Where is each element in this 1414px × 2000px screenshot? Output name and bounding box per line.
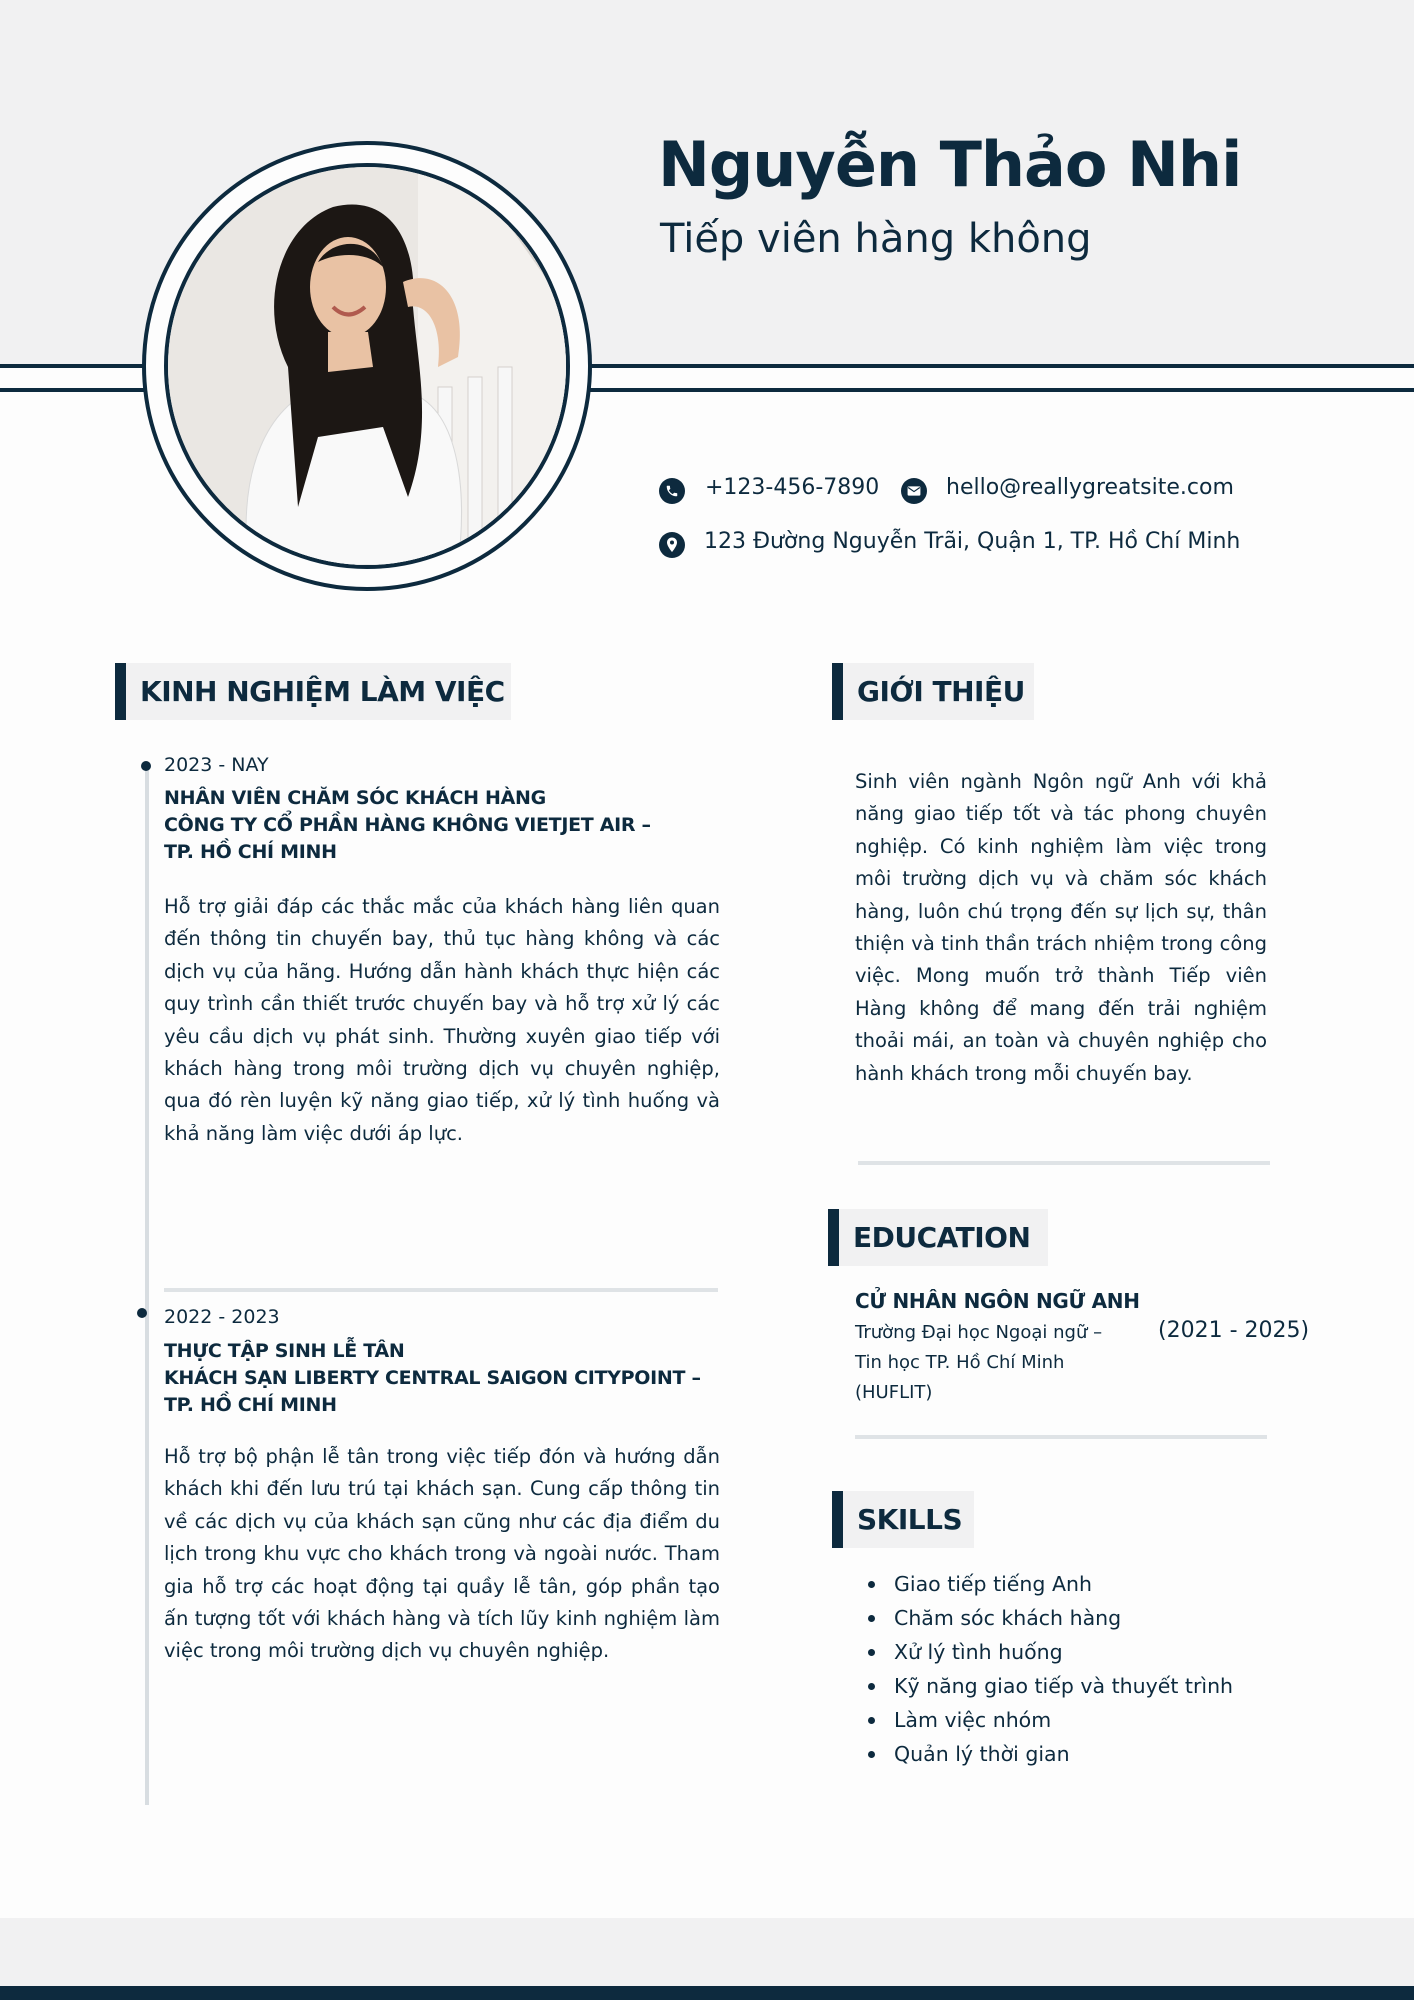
job-title-line: CÔNG TY CỔ PHẦN HÀNG KHÔNG VIETJET AIR –: [164, 814, 651, 836]
school-name: [855, 1318, 1135, 1408]
timeline-line: [145, 765, 149, 1805]
school-line: (HUFLIT): [855, 1382, 933, 1403]
profile-photo: [164, 163, 570, 569]
school-line: Tin học TP. Hồ Chí Minh: [855, 1352, 1065, 1373]
job-title: [164, 1338, 701, 1419]
job-title-line: THỰC TẬP SINH LỄ TÂN: [164, 1340, 405, 1362]
about-heading: [832, 663, 1034, 720]
job-title: [164, 785, 651, 866]
email-address[interactable]: hello@reallygreatsite.com: [946, 475, 1234, 500]
education-heading-text: EDUCATION: [853, 1221, 1031, 1254]
skills-heading: [832, 1491, 974, 1548]
phone-number[interactable]: +123-456-7890: [705, 475, 880, 500]
job-period: 2023 - NAY: [164, 754, 269, 776]
education-years: (2021 - 2025): [1158, 1318, 1310, 1343]
footer-band: [0, 1918, 1414, 1986]
timeline-dot: [137, 1308, 147, 1318]
job-description: Hỗ trợ bộ phận lễ tân trong việc tiếp đón và hướng dẫn khách khi đến lưu trú tại khách sạn. Cung cấp thông tin về các dịch vụ của khách sạn cũng như các địa điểm du lịch trong khu vực cho khách trong và ngoài nước. Tham gia hỗ trợ các hoạt động tại quầy lễ tân, góp phần tạo ấn tượng tốt với khách hàng và tích lũy kinh nghiệm làm việc trong môi trường dịch vụ chuyên nghiệp.: [164, 1445, 720, 1663]
skill-item: Kỹ năng giao tiếp và thuyết trình: [866, 1669, 1233, 1703]
experience-heading: [115, 663, 511, 720]
skill-item: Chăm sóc khách hàng: [866, 1601, 1233, 1635]
skill-item: Giao tiếp tiếng Anh: [866, 1567, 1233, 1601]
phone-icon: [659, 478, 685, 504]
job-title-line: TP. HỒ CHÍ MINH: [164, 841, 337, 863]
job-title-line: NHÂN VIÊN CHĂM SÓC KHÁCH HÀNG: [164, 787, 546, 809]
location-pin-icon: [659, 532, 685, 558]
timeline-dot: [141, 761, 151, 771]
portrait-illustration: [168, 167, 566, 565]
email-icon: [901, 478, 927, 504]
job-title-line: KHÁCH SẠN LIBERTY CENTRAL SAIGON CITYPOINT –: [164, 1367, 701, 1389]
candidate-name: Nguyễn Thảo Nhi: [658, 128, 1242, 201]
skill-item: Làm việc nhóm: [866, 1703, 1233, 1737]
footer-bar: [0, 1986, 1414, 2000]
education-divider: [855, 1435, 1267, 1439]
school-line: Trường Đại học Ngoại ngữ –: [855, 1322, 1103, 1343]
about-divider: [858, 1161, 1270, 1165]
skills-heading-text: SKILLS: [857, 1503, 963, 1536]
job-period: 2022 - 2023: [164, 1306, 280, 1328]
skill-item: Quản lý thời gian: [866, 1737, 1233, 1771]
education-heading: [828, 1209, 1048, 1266]
degree-title: CỬ NHÂN NGÔN NGỮ ANH: [855, 1289, 1140, 1313]
job-divider: [164, 1288, 718, 1292]
candidate-role: Tiếp viên hàng không: [660, 216, 1092, 262]
experience-heading-text: KINH NGHIỆM LÀM VIỆC: [140, 675, 505, 708]
job-title-line: TP. HỒ CHÍ MINH: [164, 1394, 337, 1416]
about-heading-text: GIỚI THIỆU: [857, 675, 1025, 708]
job-description: Hỗ trợ giải đáp các thắc mắc của khách hàng liên quan đến thông tin chuyến bay, thủ tục hàng không và các dịch vụ của hãng. Hướng dẫn hành khách thực hiện các quy trình cần thiết trước chuyến bay và hỗ trợ xử lý các yêu cầu dịch vụ phát sinh. Thường xuyên giao tiếp với khách hàng trong môi trường dịch vụ chuyên nghiệp, qua đó rèn luyện kỹ năng giao tiếp, xử lý tình huống và khả năng làm việc dưới áp lực.: [164, 895, 720, 1145]
about-text: Sinh viên ngành Ngôn ngữ Anh với khả năng giao tiếp tốt và tác phong chuyên nghiệp. Có kinh nghiệm làm việc trong môi trường dịch vụ và chăm sóc khách hàng, luôn chú trọng đến sự lịch sự, thân thiện và tinh thần trách nhiệm trong công việc. Mong muốn trở thành Tiếp viên Hàng không để mang đến trải nghiệm thoải mái, an toàn và chuyên nghiệp cho hành khách trong mỗi chuyến bay.: [855, 770, 1267, 1085]
skill-item: Xử lý tình huống: [866, 1635, 1233, 1669]
address: 123 Đường Nguyễn Trãi, Quận 1, TP. Hồ Chí Minh: [704, 529, 1241, 554]
skills-list: [866, 1567, 1233, 1771]
profile-photo-frame: [142, 141, 592, 591]
